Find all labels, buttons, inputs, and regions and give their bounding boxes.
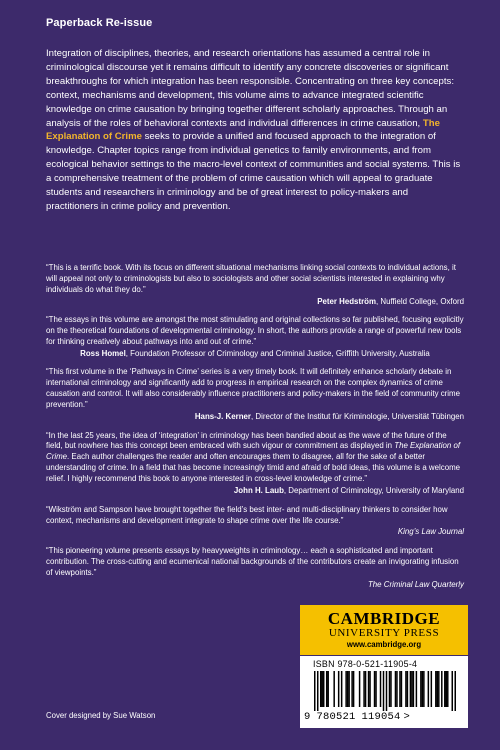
barcode-bar [326, 671, 327, 707]
barcode-bar [383, 671, 384, 711]
review-source [46, 348, 464, 359]
barcode-bar [363, 671, 364, 707]
review-source [46, 579, 464, 590]
barcode-bar [386, 671, 387, 711]
reviewer-name: Hans-J. Kerner [194, 412, 251, 422]
review-quote: “Wikström and Sampson have brought together the field’s best inter- and multi-disciplinary thinkers to consider how context, mechanisms and development integrate to shape crime over the life course.” [46, 504, 448, 525]
review-quote: “This first volume in the ‘Pathways in Crime’ series is a very timely book. It will definitely enhance scholarly debate in international criminology and significantly add to progress in empirical research on the complex dynamics of crime causation and control. It will also considerably influence practitioners and policy-makers in the field of community crime prevention.” [46, 367, 461, 410]
barcode-icon [314, 671, 456, 711]
publisher-logo [300, 605, 468, 655]
barcode-bar [452, 671, 453, 711]
review-list [46, 263, 464, 598]
barcode-bar [401, 671, 402, 707]
barcode-panel [300, 656, 468, 728]
review-source [46, 485, 464, 496]
barcode-bar [411, 671, 412, 707]
publisher-press: UNIVERSITY PRESS [328, 627, 440, 639]
review-laub [46, 431, 464, 497]
barcode-bar [438, 671, 439, 707]
barcode-digits [304, 711, 464, 723]
reviewer-name: Ross Homel [80, 348, 126, 358]
reviewer-name: John H. Laub [233, 486, 284, 496]
review-source [46, 296, 464, 307]
review-quote-start: “In the last 25 years, the idea of ‘integration’ in criminology has been bandied about as the wave of the future of the field, but nowhere has this concept been embraced with such vigour or commitment as displayed in [46, 430, 447, 451]
barcode-bar [390, 671, 391, 707]
barcode-bar [317, 671, 318, 711]
barcode-bar [441, 671, 442, 707]
review-quote: “This is a terrific book. With its focus on different situational mechanisms linking social contexts to individual actions, it will appeal not only to criminologists but also to sociologists and other social scientists interested in explaining why individuals do what they do.” [46, 263, 456, 294]
barcode-bar [365, 671, 366, 707]
review-hedstrom [46, 263, 464, 307]
barcode-bar [407, 671, 408, 707]
book-title-highlight: The Explanation of Crime [46, 117, 440, 143]
barcode-bar [428, 671, 429, 707]
barcode-bar [369, 671, 370, 707]
barcode-bar [353, 671, 354, 707]
barcode-bar [431, 671, 432, 707]
barcode-bar [341, 671, 342, 707]
barcode-arrow: > [403, 711, 411, 723]
review-source [46, 411, 464, 422]
barcode-digit-group-1: 780521 [316, 711, 356, 723]
review-criminal-law-quarterly [46, 546, 464, 590]
isbn-label: ISBN 978-0-521-11905-4 [313, 659, 418, 669]
reissue-label: Paperback Re-issue [46, 17, 153, 29]
publisher-name: CAMBRIDGE [327, 609, 441, 628]
barcode-bar [422, 671, 423, 707]
barcode-bar [455, 671, 456, 711]
barcode-bar [348, 671, 349, 707]
review-kerner [46, 367, 464, 422]
cover-credit: Cover designed by Sue Watson [46, 711, 156, 720]
barcode-digit-group-2: 119054 [361, 711, 401, 723]
barcode-bar [327, 671, 328, 707]
review-quote-end: . Each author challenges the reader and often encourages them to disagree, all for the sake of a better understanding of crime. In a field that has become increasingly timid and afraid of bold ideas, this volume is a welcome relief. I highly recommend this book to anyone interested in cross-level knowledge of crime.” [46, 452, 461, 484]
review-quote: “The essays in this volume are amongst the most stimulating and original collections so far published, focusing explicitly on the theoretical foundations of developmental criminology. In short, the authors provide a range of powerful new tools for thinking creatively about pathways into and out of crime.” [46, 315, 464, 347]
barcode-bar [410, 671, 411, 707]
barcode-bar [333, 671, 334, 707]
review-quote [46, 431, 464, 486]
review-publication: The Criminal Law Quarterly [367, 579, 464, 589]
barcode-bar [396, 671, 397, 707]
barcode-bar [323, 671, 324, 707]
review-kings-law-journal [46, 505, 464, 538]
reviewer-affiliation: , Director of the Institut für Kriminologie, Universität Tübingen [251, 412, 464, 422]
review-publication: King’s Law Journal [397, 527, 464, 537]
barcode-bar [447, 671, 448, 707]
barcode-bar [389, 671, 390, 707]
barcode-bar [413, 671, 414, 707]
reviewer-affiliation: , Nuffield College, Oxford [375, 296, 464, 306]
barcode-bar [420, 671, 421, 707]
blurb-paragraph [46, 47, 462, 214]
blurb-text-end: seeks to provide a unified and focused approach to the integration of knowledge. Chapter topics range from individual genetics to family environments, and from ecological behavior settings to the macro-level context of communities and social systems. This is a comprehensive treatment of the problem of crime causation which will appeal to graduate students and researchers in criminology and be of great interest to policy-makers and practitioners in crime policy and prevention. [46, 131, 461, 212]
barcode-bar [380, 671, 381, 707]
barcode-bar [347, 671, 348, 707]
barcode-bar [437, 671, 438, 707]
barcode-bar [423, 671, 424, 707]
review-homel [46, 315, 464, 359]
barcode-bar [351, 671, 352, 707]
barcode-bar [435, 671, 436, 707]
barcode-bar [359, 671, 360, 707]
barcode-digit-first: 9 [304, 711, 311, 723]
barcode-bar [368, 671, 369, 707]
barcode-bar [374, 671, 375, 707]
reviewer-name: Peter Hedström [317, 296, 376, 306]
barcode-bar [444, 671, 445, 707]
barcode-bar [395, 671, 396, 707]
review-source [46, 526, 464, 537]
reviewer-affiliation: , Department of Criminology, University of Maryland [283, 486, 464, 496]
review-quote: “This pioneering volume presents essays by heavyweights in criminology… each a sophisticated and important contribution. The cross-cutting and ecumenical national backgrounds of the contributors create an invigorating infusion of viewpoints.” [46, 545, 459, 577]
publisher-url: www.cambridge.org [346, 640, 422, 649]
reviewer-affiliation: , Foundation Professor of Criminology and Criminal Justice, Griffith University, Australia [125, 348, 430, 358]
barcode-bar [345, 671, 346, 707]
blurb-text-start: Integration of disciplines, theories, and research orientations has assumed a central role in criminological discourse yet it remains difficult to identify any concrete discoveries or significant breakthroughs for which integration has been responsible. Concentrating on three key concepts: context, mechanisms and development, this volume aims to advance integrated scientific knowledge on crime causation by bringing together different scholarly approaches. Through an analysis of the roles of behavioral contexts and individual differences in crime causation, [46, 48, 454, 129]
barcode-bar [338, 671, 339, 707]
barcode-bar [446, 671, 447, 707]
barcode-bar [405, 671, 406, 707]
review-quote-title: The Explanation of Crime [46, 441, 461, 462]
barcode-bar [321, 671, 322, 707]
barcode-bar [375, 671, 376, 707]
barcode-bar [399, 671, 400, 707]
barcode-bar [416, 671, 417, 707]
barcode-bar [320, 671, 321, 707]
barcode-bar [314, 671, 315, 711]
